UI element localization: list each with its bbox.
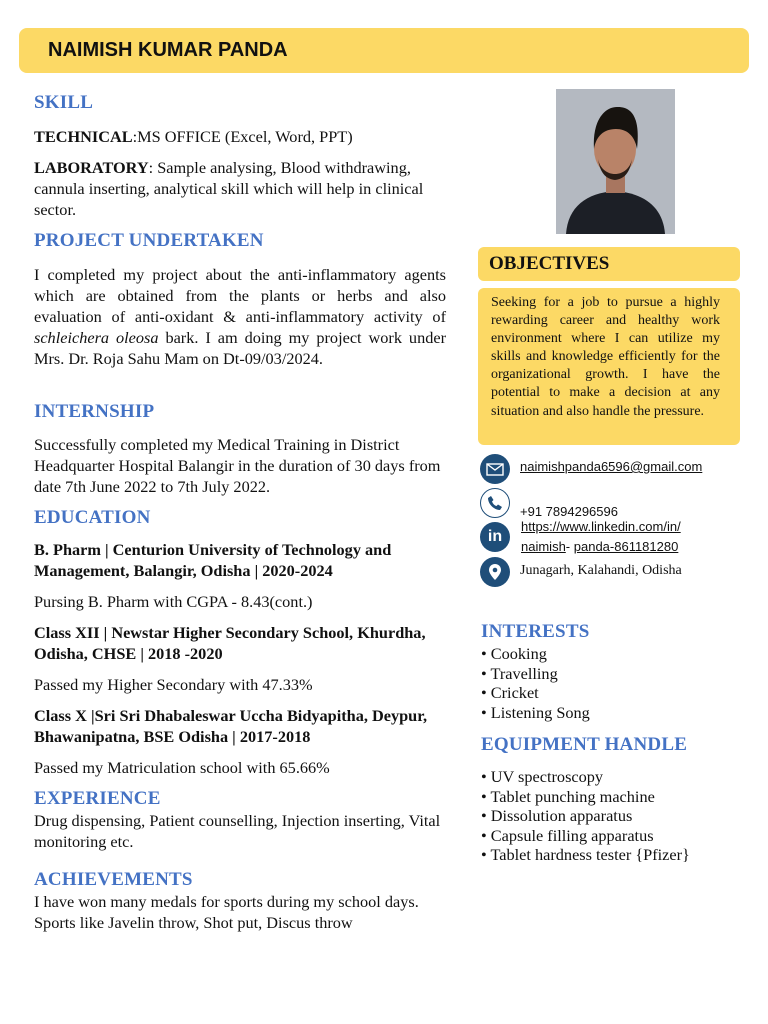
list-item: • Capsule filling apparatus [481,825,654,845]
equipment-list [481,767,690,865]
education-item-heading: Class XII | Newstar Higher Secondary School, Khurdha, Odisha, CHSE | 2018 -2020 [34,623,426,663]
list-item: • Tablet punching machine [481,786,655,806]
linkedin-link-line2[interactable] [521,539,678,554]
experience-heading: EXPERIENCE [34,788,161,809]
technical-label: TECHNICAL [34,127,133,146]
experience-text: Drug dispensing, Patient counselling, Injection inserting, Vital monitoring etc. [34,811,441,851]
achievements-text: I have won many medals for sports during my school days. Sports like Javelin throw, Shot put, Discus throw [34,892,419,932]
list-item: • Cooking [481,644,547,663]
laboratory-label: LABORATORY [34,158,149,177]
list-item: • Dissolution apparatus [481,806,633,826]
person-portrait-icon [556,89,675,234]
name-banner [19,28,749,73]
education-item-heading: Class X |Sri Sri Dhabaleswar Uccha Bidyapitha, Deypur, Bhawanipatna, BSE Odisha | 2017-2018 [34,706,428,746]
location-text: Junagarh, Kalahandi, Odisha [520,563,682,578]
interests-list [481,644,590,722]
interests-heading: INTERESTS [481,621,590,642]
internship-heading: INTERNSHIP [34,401,155,422]
objectives-text: Seeking for a job to pursue a highly rewarding career and healthy work environment where I can utilize my skills and knowledge efficiently for the organizational growth. I have the potential to make a decision at any situation and also handle the pressure. [491,295,720,419]
candidate-name: NAIMISH KUMAR PANDA [48,39,288,61]
education-heading: EDUCATION [34,507,151,528]
technical-text: :MS OFFICE (Excel, Word, PPT) [132,127,353,146]
laboratory-skill [34,157,444,220]
internship-text: Successfully completed my Medical Training in District Headquarter Hospital Balangir in the duration of 30 days from date 7th June 2022 to 7th July 2022. [34,435,441,496]
objectives-heading: OBJECTIVES [489,253,610,274]
equipment-heading: EQUIPMENT HANDLE [481,734,688,755]
linkedin-link-line1[interactable]: https://www.linkedin.com/in/ [521,519,681,534]
phone-number: +91 7894296596 [520,504,618,519]
list-item: • Travelling [481,663,558,683]
project-text-start: I completed my project about the anti-inflammatory agents which are obtained from the plants or herbs and also evaluation of anti-oxidant & anti-inflammatory activity of [34,265,446,326]
linkedin-handle-separator: - [565,539,574,554]
achievements-heading: ACHIEVEMENTS [34,869,193,890]
objectives-box [478,288,740,445]
linkedin-icon: in [480,522,510,552]
location-pin-icon [480,557,510,587]
list-item: • Cricket [481,683,539,703]
project-species: schleichera oleosa [34,328,159,347]
project-text-end: bark. I am doing my project work under Mrs. Dr. Roja Sahu Mam on Dt-09/03/2024. [34,328,446,368]
email-link[interactable]: naimishpanda6596@gmail.com [520,459,703,474]
list-item: • Tablet hardness tester {Pfizer} [481,845,690,865]
phone-icon [480,488,510,518]
education-item-heading: B. Pharm | Centurion University of Technology and Management, Balangir, Odisha | 2020-2024 [34,540,392,580]
project-text [34,264,446,369]
profile-photo [556,89,675,234]
education-item-detail: Passed my Matriculation school with 65.66% [34,758,330,777]
list-item: • UV spectroscopy [481,767,604,786]
skill-heading: SKILL [34,92,94,113]
email-icon [480,454,510,484]
linkedin-handle-part2: panda-861181280 [573,539,679,554]
education-item-detail: Pursing B. Pharm with CGPA - 8.43(cont.) [34,592,313,611]
linkedin-handle-part1: naimish [521,539,566,554]
project-heading: PROJECT UNDERTAKEN [34,230,264,251]
laboratory-text: : Sample analysing, Blood withdrawing, cannula inserting, analytical skill which will help in clinical sector. [34,158,424,219]
technical-skill [34,126,444,147]
list-item: • Listening Song [481,702,590,722]
education-item-detail: Passed my Higher Secondary with 47.33% [34,675,313,694]
objectives-banner [478,247,740,281]
